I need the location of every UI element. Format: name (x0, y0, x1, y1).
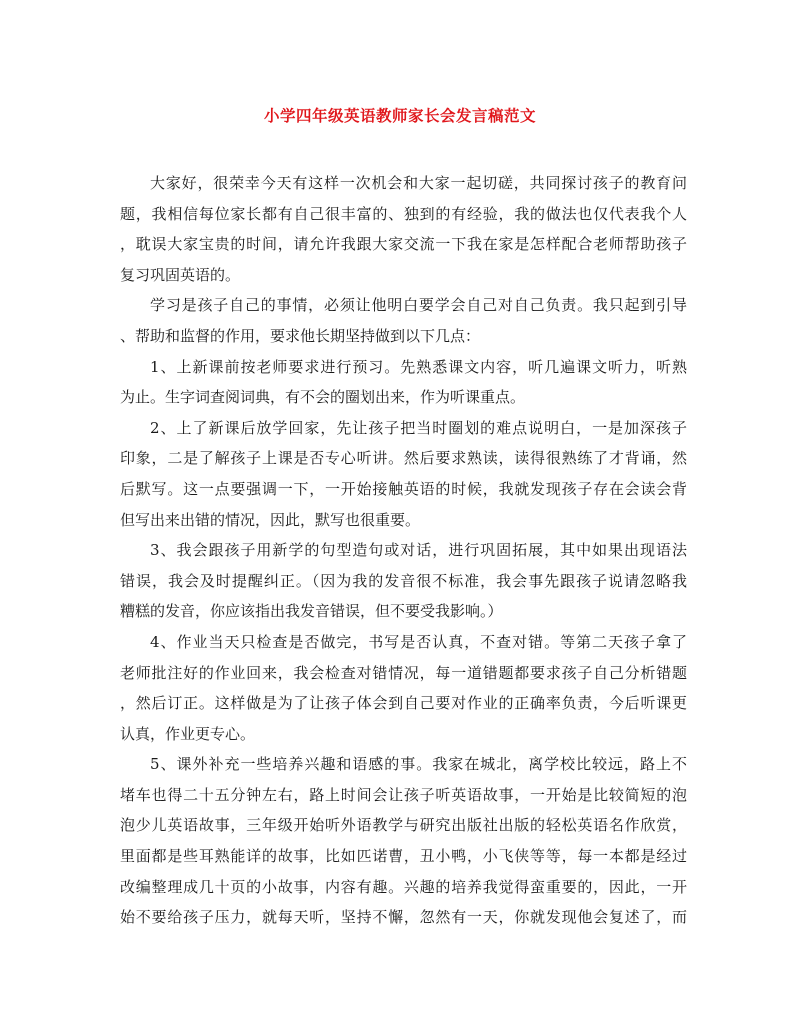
paragraph-line: ，耽误大家宝贵的时间，请允许我跟大家交流一下我在家是怎样配合老师帮助孩子 (120, 235, 687, 254)
paragraph-line: 3、我会跟孩子用新学的句型造句或对话，进行巩固拓展，其中如果出现语法 (150, 541, 687, 560)
paragraph (120, 290, 687, 351)
paragraph-line: 改编整理成几十页的小故事，内容有趣。兴趣的培养我觉得蛮重要的，因此，一开 (120, 877, 687, 896)
paragraph-line: 5、课外补充一些培养兴趣和语感的事。我家在城北，离学校比较远，路上不 (150, 755, 687, 774)
paragraph-line: 、帮助和监督的作用，要求他长期坚持做到以下几点： (120, 326, 481, 345)
paragraph-line: 题，我相信每位家长都有自己很丰富的、独到的有经验，我的做法也仅代表我个人 (120, 204, 687, 223)
paragraph-line: 堵车也得二十五分钟左右，路上时间会让孩子听英语故事，一开始是比较简短的泡 (120, 785, 687, 804)
paragraph (120, 413, 687, 535)
document-body (120, 168, 687, 933)
paragraph-line: 泡少儿英语故事，三年级开始听外语教学与研究出版社出版的轻松英语名作欣赏， (120, 816, 687, 835)
paragraph-line: 糟糕的发音，你应该指出我发音错误，但不要受我影响。） (120, 602, 503, 621)
paragraph-line: 复习巩固英语的。 (120, 265, 241, 284)
paragraph-line: 始不要给孩子压力，就每天听，坚持不懈，忽然有一天，你就发现他会复述了，而 (120, 908, 687, 927)
paragraph-line: 1、上新课前按老师要求进行预习。先熟悉课文内容，听几遍课文听力，听熟 (150, 357, 687, 376)
paragraph (120, 749, 687, 933)
paragraph (120, 168, 687, 290)
paragraph (120, 535, 687, 627)
paragraph-line: 老师批注好的作业回来，我会检查对错情况，每一道错题都要求孩子自己分析错题 (120, 663, 687, 682)
paragraph-line: 2、上了新课后放学回家，先让孩子把当时圈划的难点说明白，一是加深孩子 (150, 418, 687, 437)
paragraph-line: 后默写。这一点要强调一下，一开始接触英语的时候，我就发现孩子存在会读会背 (120, 479, 687, 498)
paragraph-line: 但写出来出错的情况，因此，默写也很重要。 (120, 510, 421, 529)
paragraph-line: 里面都是些耳熟能详的故事，比如匹诺曹，丑小鸭，小飞侠等等，每一本都是经过 (120, 847, 687, 866)
paragraph (120, 627, 687, 749)
paragraph-line: 认真，作业更专心。 (120, 724, 256, 743)
paragraph-line: ，然后订正。这样做是为了让孩子体会到自己要对作业的正确率负责，今后听课更 (120, 694, 687, 713)
paragraph-line: 错误，我会及时提醒纠正。（因为我的发音很不标准，我会事先跟孩子说请忽略我 (120, 571, 687, 590)
document-title: 小学四年级英语教师家长会发言稿范文 (263, 106, 536, 125)
paragraph-line: 印象，二是了解孩子上课是否专心听讲。然后要求熟读，读得很熟练了才背诵，然 (120, 449, 687, 468)
paragraph-line: 为止。生字词查阅词典，有不会的圈划出来，作为听课重点。 (120, 388, 526, 407)
paragraph-line: 大家好，很荣幸今天有这样一次机会和大家一起切磋，共同探讨孩子的教育问 (150, 174, 687, 192)
paragraph (120, 352, 687, 413)
paragraph-line: 学习是孩子自己的事情，必须让他明白要学会自己对自己负责。我只起到引导 (150, 296, 687, 315)
paragraph-line: 4、作业当天只检查是否做完，书写是否认真，不查对错。等第二天孩子拿了 (150, 632, 687, 651)
